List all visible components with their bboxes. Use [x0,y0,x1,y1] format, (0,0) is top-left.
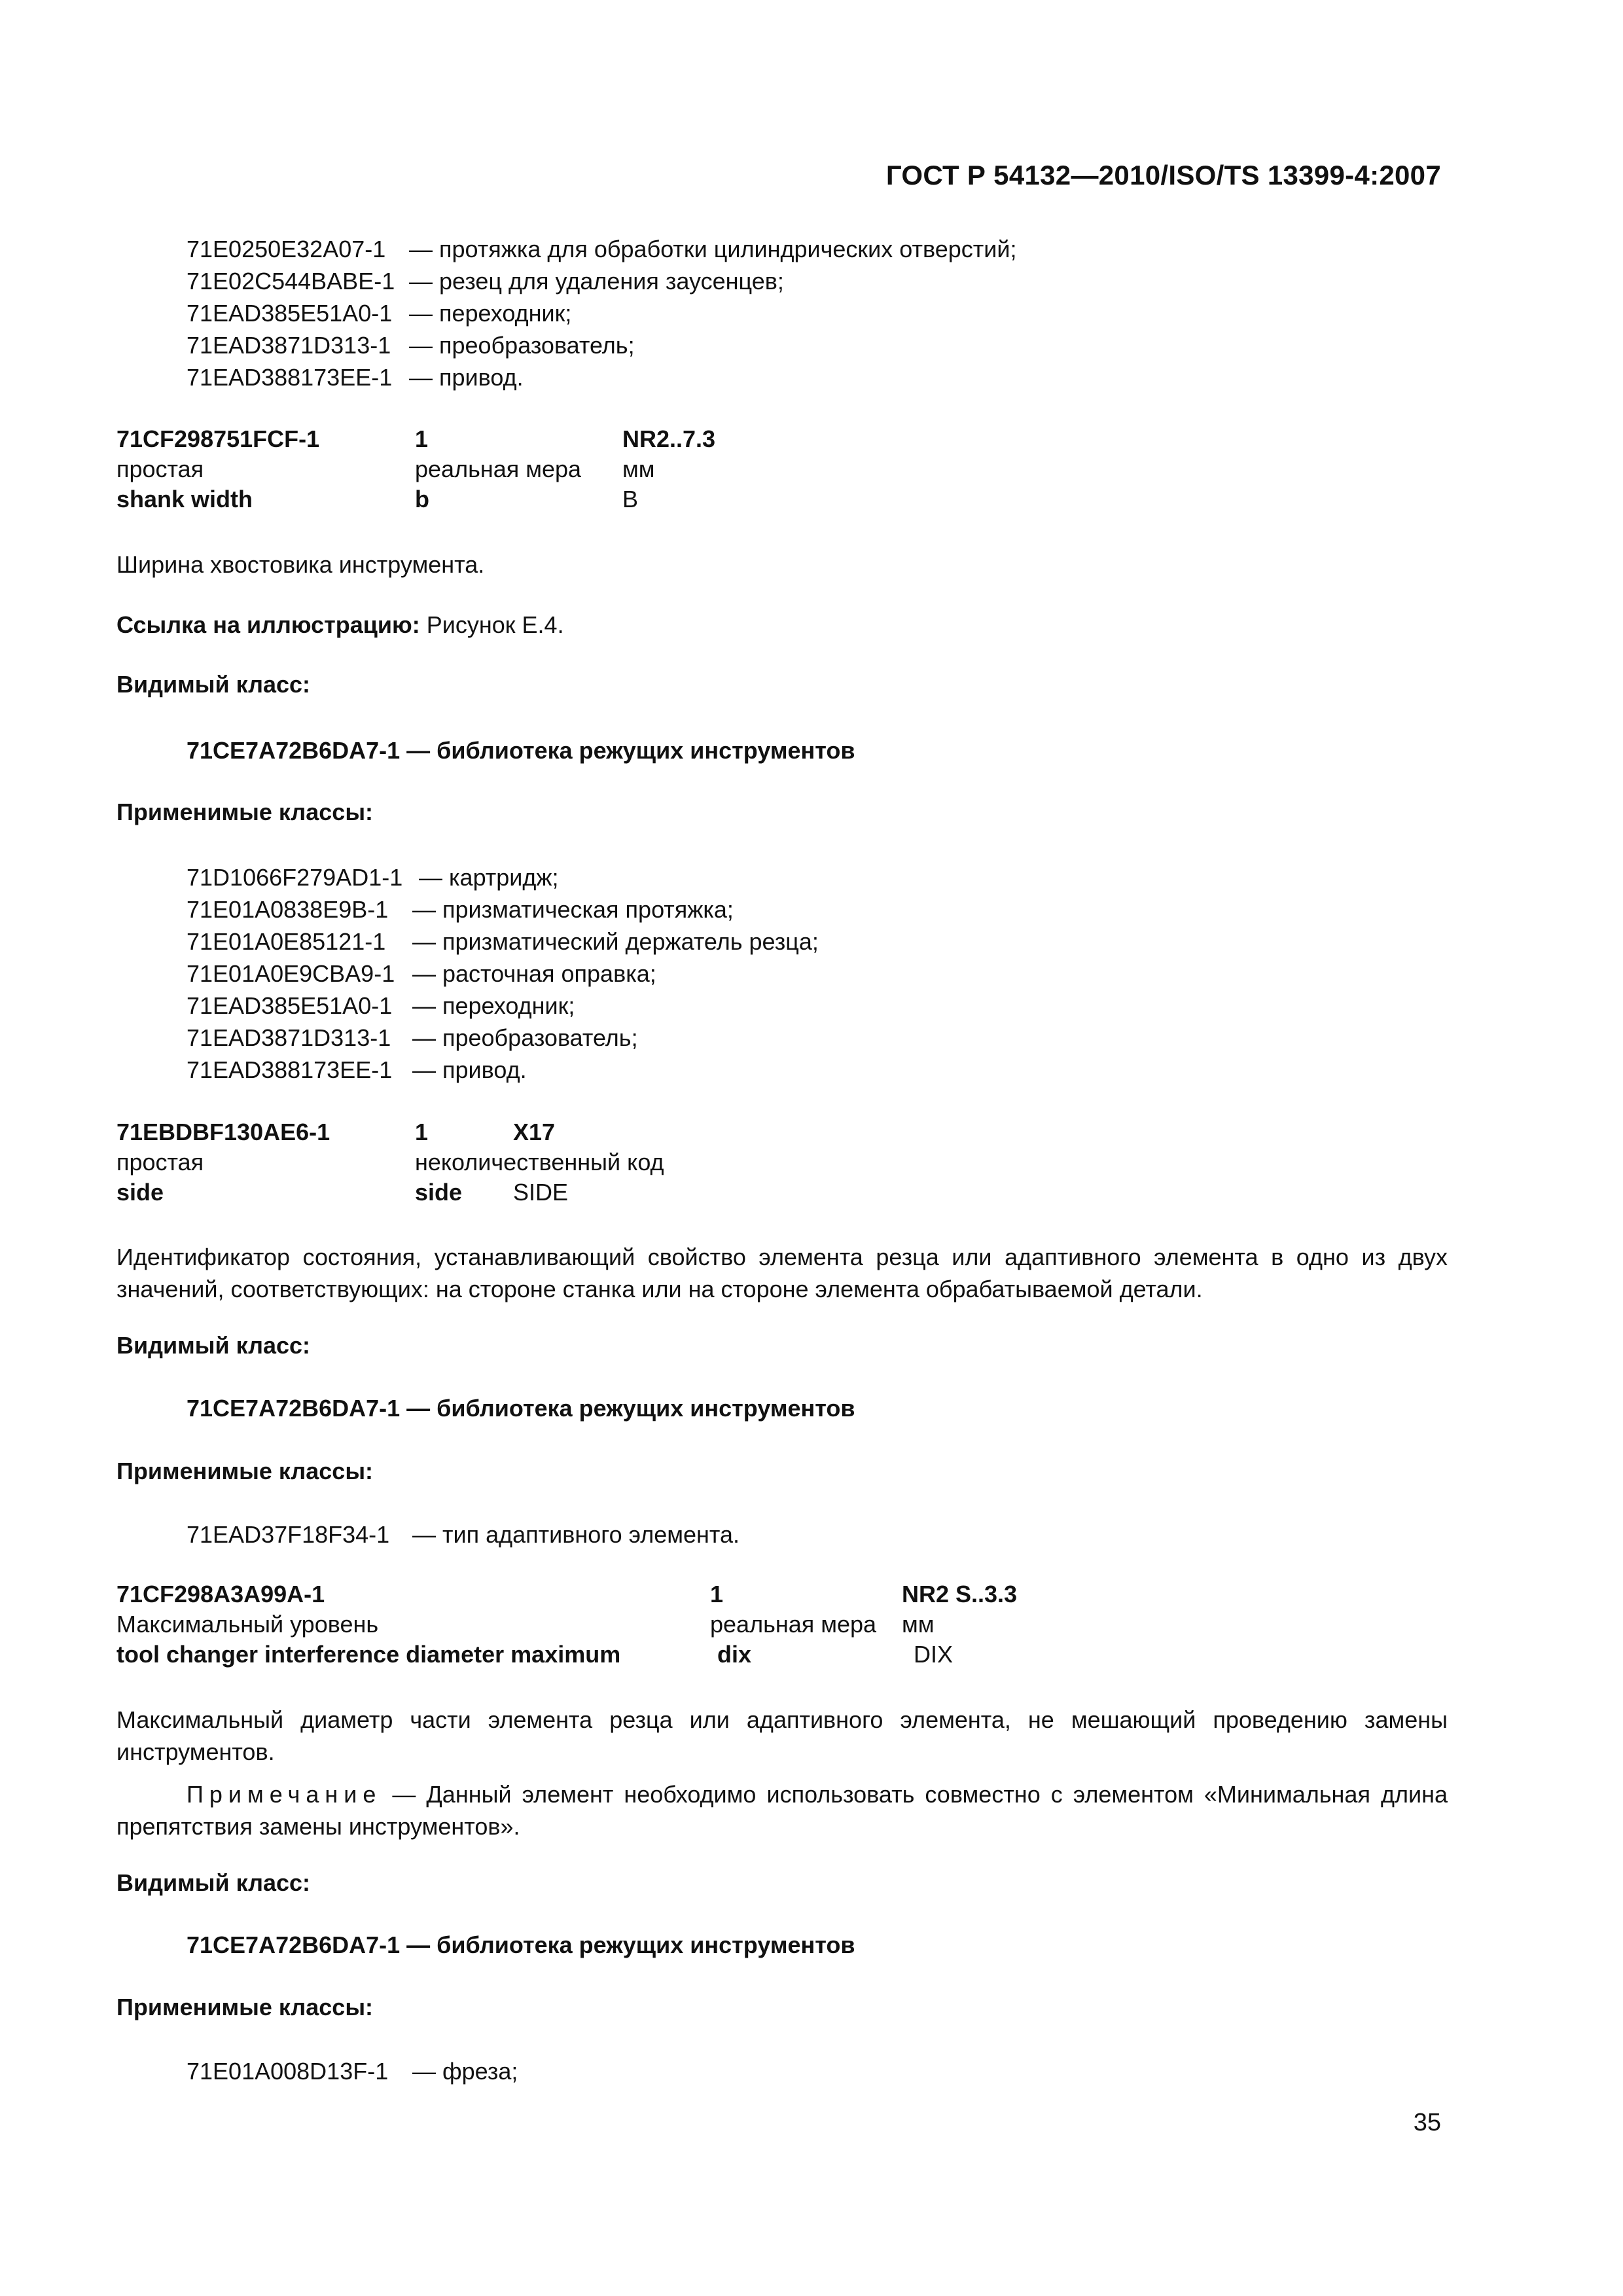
class-description: — преобразователь; [409,332,635,359]
class-code: 71EAD3871D313-1 [187,332,391,359]
property-symbol: dix [717,1641,752,1668]
class-description: — тип адаптивного элемента. [412,1521,740,1548]
class-code: 71EAD385E51A0-1 [187,992,393,1019]
visible-class-heading: Видимый класс: [116,1332,310,1359]
list-item [187,861,819,893]
property-name: tool changer interference diameter maximum [116,1641,621,1668]
applicable-classes-list-1 [187,233,1016,393]
property-kind: реальная мера [710,1611,877,1638]
class-code: 71E01A0838E9B-1 [187,896,389,923]
list-item [187,233,1016,265]
class-description: — переходник; [409,300,572,327]
visible-class-value: 71CE7A72B6DA7-1 — библиотека режущих инструментов [187,737,855,764]
list-item [187,925,819,958]
property-symbol: side [415,1179,463,1206]
note [116,1778,1448,1842]
class-description: — резец для удаления заусенцев; [409,268,784,295]
class-code: 71E0250E32A07-1 [187,236,386,262]
applicable-classes-heading: Применимые классы: [116,1994,374,2020]
applicable-classes-list-4 [187,2055,518,2087]
property-type: простая [116,456,204,482]
class-description: — переходник; [412,992,575,1019]
class-code: 71E01A008D13F-1 [187,2058,389,2085]
property-definition: Ширина хвостовика инструмента. [116,551,485,578]
property-code: DIX [914,1641,954,1668]
property-version: 1 [415,1119,429,1145]
class-code: 71E01A0E85121-1 [187,928,386,955]
class-description: — фреза; [412,2058,518,2085]
property-version: 1 [710,1581,724,1607]
class-code: 71E01A0E9CBA9-1 [187,960,395,987]
property-type: простая [116,1149,204,1175]
document-header: ГОСТ Р 54132—2010/ISO/TS 13399-4:2007 [885,160,1441,190]
class-code: 71EAD388173EE-1 [187,1056,393,1083]
property-symbol: b [415,486,429,512]
applicable-classes-list-3 [187,1518,740,1551]
property-kind: реальная мера [415,456,582,482]
visible-class-value: 71CE7A72B6DA7-1 — библиотека режущих инструментов [187,1931,855,1958]
property-name: side [116,1179,164,1206]
property-id: 71CF298A3A99A-1 [116,1581,325,1607]
class-description: — расточная оправка; [412,960,656,987]
reference-value: Рисунок Е.4. [419,611,564,638]
list-item [187,1054,819,1086]
property-definition: Максимальный диаметр части элемента резца или адаптивного элемента, не мешающий проведению замены инструментов. [116,1706,1448,1765]
property-type: Максимальный уровень [116,1611,379,1638]
class-description: — привод. [409,364,524,391]
class-code: 71EAD385E51A0-1 [187,300,393,327]
class-description: — привод. [412,1056,527,1083]
list-item [187,1518,740,1551]
class-description: — призматическая протяжка; [412,896,734,923]
list-item [187,297,1016,329]
class-description: — преобразователь; [412,1024,638,1051]
property-id: 71CF298751FCF-1 [116,425,320,452]
list-item [187,990,819,1022]
list-item [187,329,1016,361]
applicable-classes-list-2 [187,861,819,1086]
illustration-reference [116,609,1448,641]
property-unit: мм [902,1611,935,1638]
property-unit: мм [622,456,655,482]
list-item [187,2055,518,2087]
property-version: 1 [415,425,429,452]
property-code: B [622,486,639,512]
class-code: 71D1066F279AD1-1 [187,864,403,891]
property-id: 71EBDBF130AE6-1 [116,1119,330,1145]
class-description: — картридж; [419,864,559,891]
property-definition: Идентификатор состояния, устанавливающий свойство элемента резца или адаптивного элемента в одно из двух значений, соответствующих: на стороне станка или на стороне элемента обрабатываемой детали. [116,1244,1448,1302]
class-code: 71E02C544BABE-1 [187,268,395,295]
page-number: 35 [1413,2109,1441,2136]
applicable-classes-heading: Применимые классы: [116,798,374,825]
property-kind: неколичественный код [415,1149,664,1175]
note-text: — Данный элемент необходимо использовать совместно с элементом «Минимальная длина препятствия замены инструментов». [116,1781,1448,1840]
class-code: 71EAD37F18F34-1 [187,1521,390,1548]
list-item [187,265,1016,297]
property-format: X17 [513,1119,556,1145]
class-code: 71EAD3871D313-1 [187,1024,391,1051]
list-item [187,1022,819,1054]
property-name: shank width [116,486,253,512]
class-description: — призматический держатель резца; [412,928,819,955]
visible-class-value: 71CE7A72B6DA7-1 — библиотека режущих инструментов [187,1395,855,1422]
property-format: NR2..7.3 [622,425,716,452]
property-code: SIDE [513,1179,569,1206]
class-code: 71EAD388173EE-1 [187,364,393,391]
reference-label: Ссылка на иллюстрацию: [116,611,420,638]
list-item [187,893,819,925]
list-item [187,361,1016,393]
list-item [187,958,819,990]
visible-class-heading: Видимый класс: [116,1869,310,1896]
applicable-classes-heading: Применимые классы: [116,1458,374,1484]
note-label: Примечание [187,1781,382,1808]
property-format: NR2 S..3.3 [902,1581,1018,1607]
visible-class-heading: Видимый класс: [116,671,310,698]
class-description: — протяжка для обработки цилиндрических отверстий; [409,236,1017,262]
